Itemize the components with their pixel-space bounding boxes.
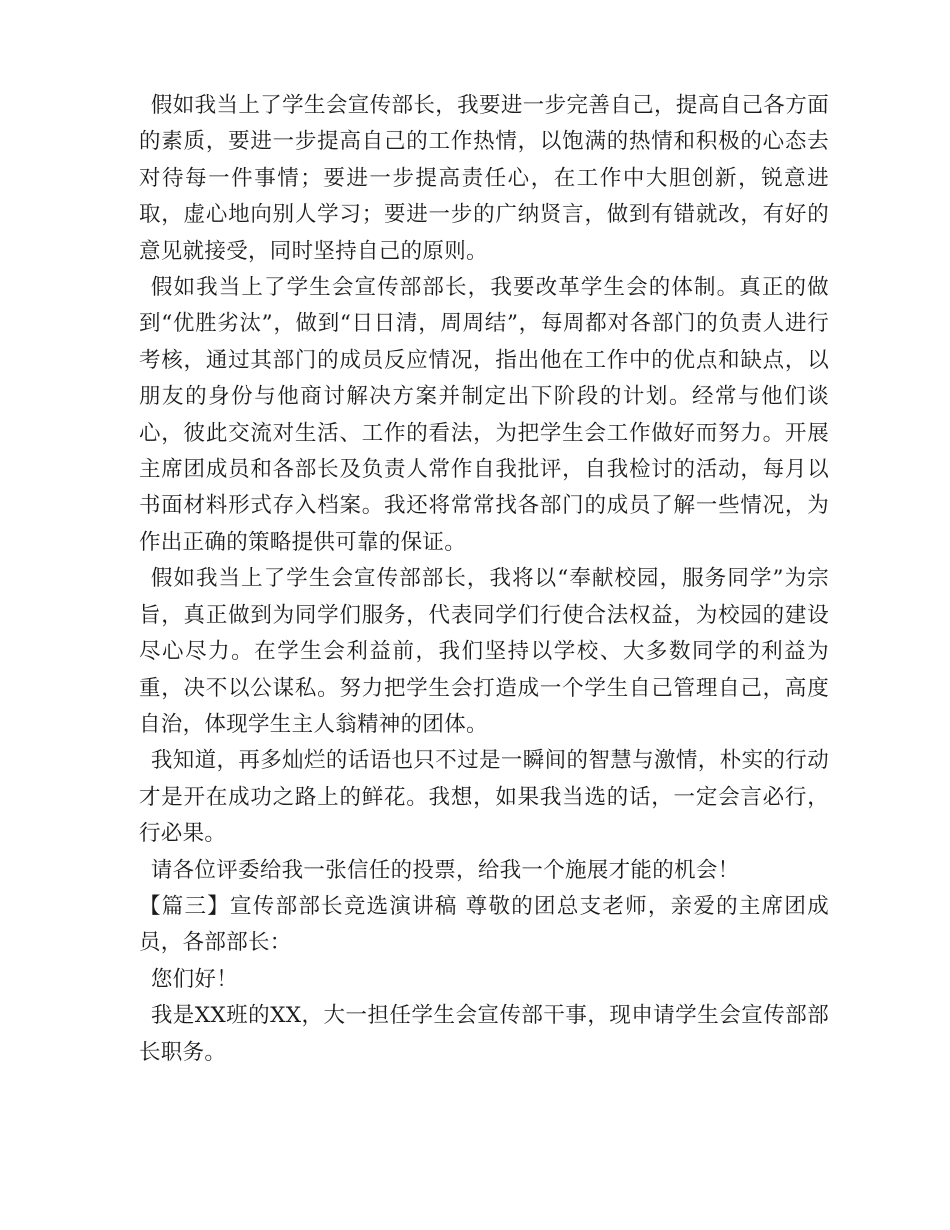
paragraph-introduction: 我是XX班的XX，大一担任学生会宣传部干事，现申请学生会宣传部部长职务。 [139,1003,829,1065]
paragraph-actions: 我知道，再多灿烂的话语也只不过是一瞬间的智慧与激情，朴实的行动才是开在成功之路上的鲜花。我想，如果我当选的话，一定会言必行，行必果。 [139,748,829,847]
paragraph-improve-self: 假如我当上了学生会宣传部长，我要进一步完善自己，提高自己各方面的素质，要进一步提高自己的工作热情，以饱满的热情和积极的心态去对待每一件事情；要进一步提高责任心，在工作中大胆创新，锐意进取，虚心地向别人学习；要进一步的广纳贤言，做到有错就改，有好的意见就接受，同时坚持自己的原则。 [139,93,829,264]
paragraph-serve-students: 假如我当上了学生会宣传部部长，我将以“奉献校园，服务同学”为宗旨，真正做到为同学们服务，代表同学们行使合法权益，为校园的建设尽心尽力。在学生会利益前，我们坚持以学校、大多数同学的利益为重，决不以公谋私。努力把学生会打造成一个学生自己管理自己，高度自治，体现学生主人翁精神的团体。 [139,566,829,737]
section-heading-part-three: 【篇三】宣传部部长竞选演讲稿 尊敬的团总支老师，亲爱的主席团成员，各部部长： [139,893,829,956]
document-body [139,88,829,1071]
paragraph-request-vote: 请各位评委给我一张信任的投票，给我一个施展才能的机会！ [150,857,740,883]
paragraph-greeting: 您们好！ [150,966,239,992]
paragraph-reform-system: 假如我当上了学生会宣传部部长，我要改革学生会的体制。真正的做到“优胜劣汰”，做到“日日清，周周结”，每周都对各部门的负责人进行考核，通过其部门的成员反应情况，指出他在工作中的优点和缺点，以朋友的身份与他商讨解决方案并制定出下阶段的计划。经常与他们谈心，彼此交流对生活、工作的看法，为把学生会工作做好而努力。开展主席团成员和各部长及负责人常作自我批评，自我检讨的活动，每月以书面材料形式存入档案。我还将常常找各部门的成员了解一些情况，为作出正确的策略提供可靠的保证。 [139,275,829,555]
